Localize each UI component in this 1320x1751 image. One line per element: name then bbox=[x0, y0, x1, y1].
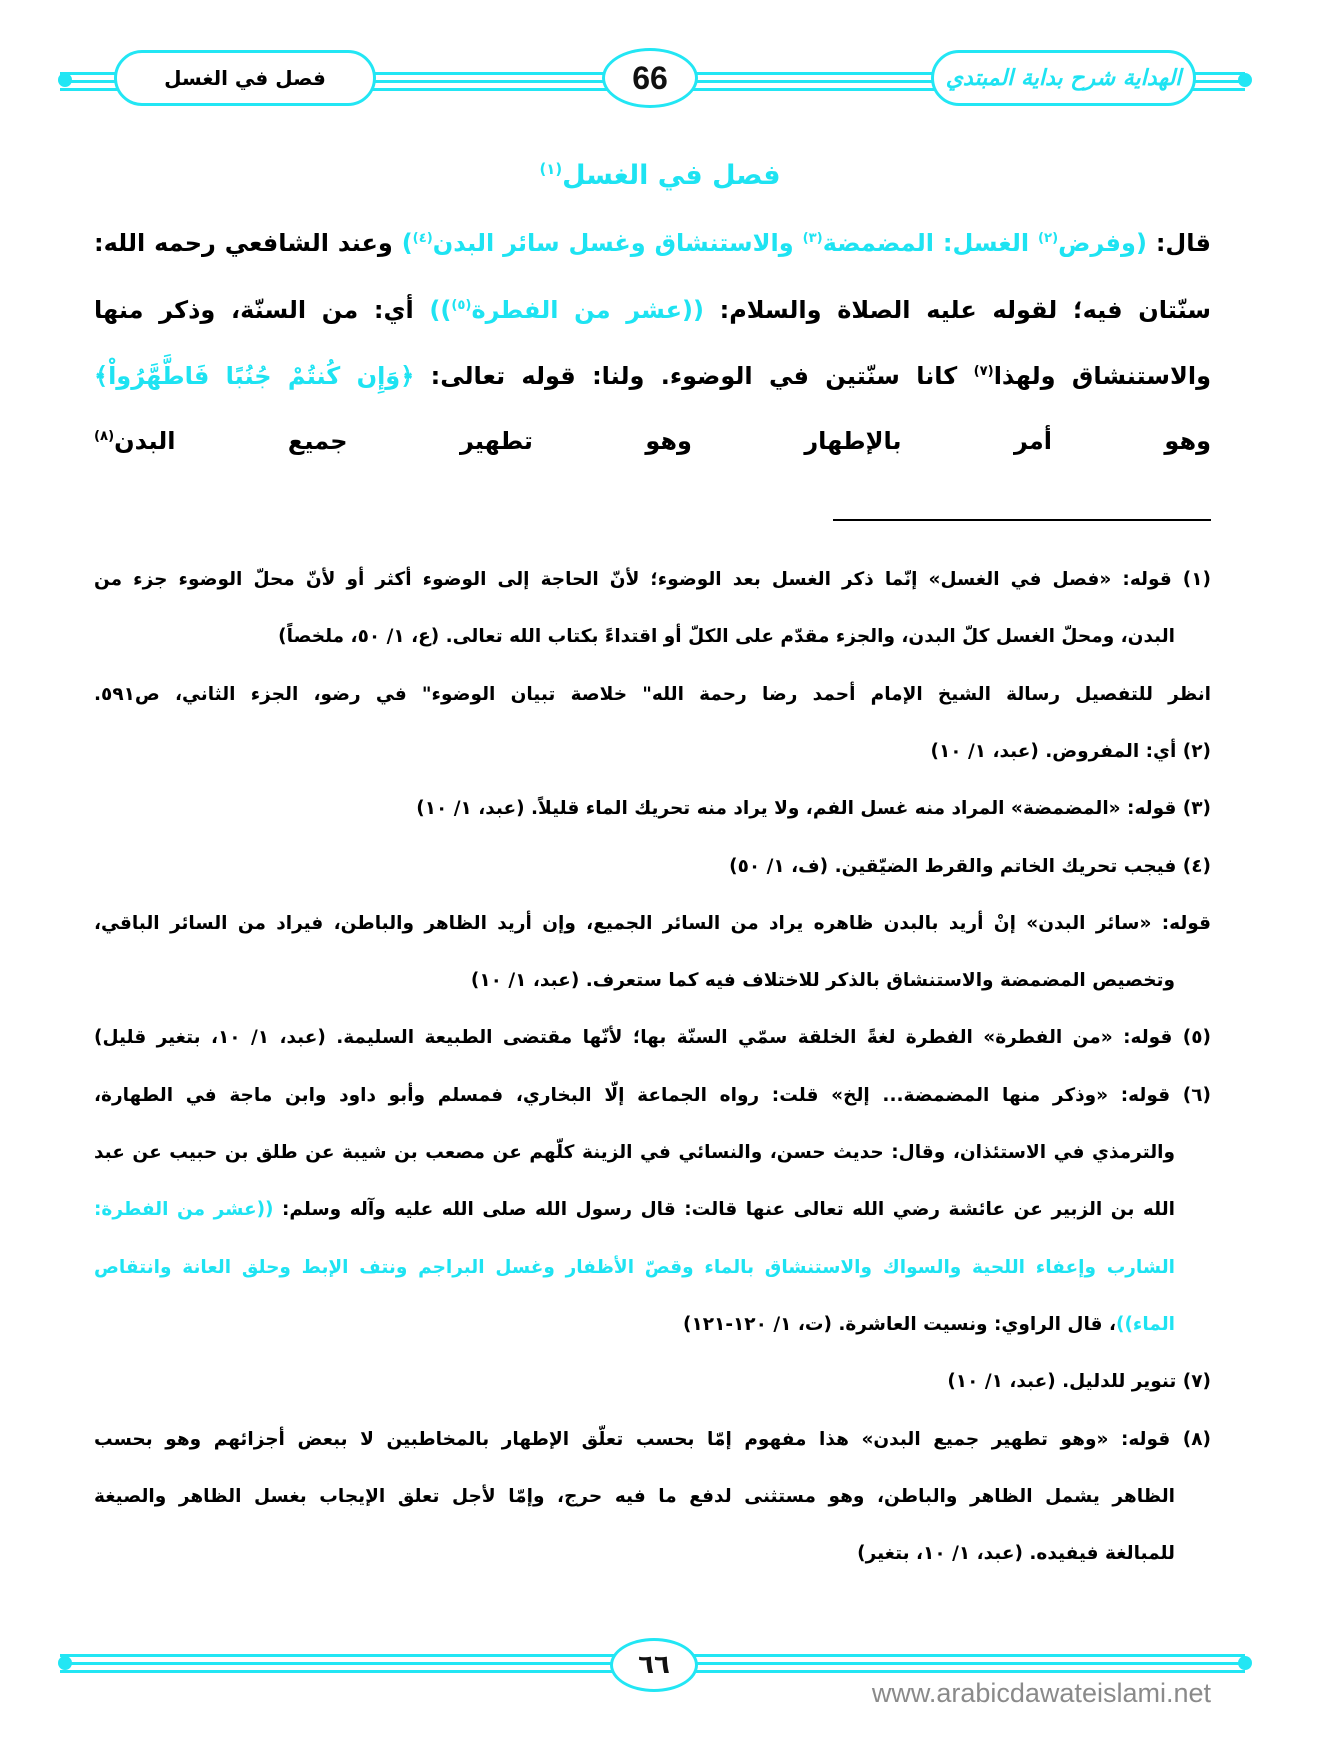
footnote-reference: (٣) bbox=[802, 231, 823, 246]
text-segment: (٨) قوله: «وهو تطهير جميع البدن» هذا مفهوم إمّا بحسب تعلّق الإطهار بالمخاطبين لا ببعض أجزائهم وهو بحسب bbox=[94, 1428, 1211, 1450]
text-segment: أي: من السنّة، وذكر منها bbox=[94, 296, 414, 324]
text-segment: (٣) قوله: «المضمضة» المراد منه غسل الفم، ولا يراد منه تحريك الماء قليلاً. (عبد، ١/ ١٠) bbox=[416, 798, 1211, 820]
highlighted-text: ﴿وَإِن كُنتُمْ جُنُبًا فَاطَّهَّرُواْ﴾ bbox=[94, 362, 415, 390]
chapter-title-footnote-ref: (١) bbox=[539, 160, 563, 178]
footer-page-number-oval bbox=[610, 1638, 698, 1692]
header-book-title: الهداية شرح بداية المبتدي bbox=[945, 65, 1182, 91]
highlighted-text: ((عشر من الفطرة: bbox=[94, 1199, 274, 1221]
footnote-line bbox=[94, 1359, 1211, 1405]
footnote-reference: (٢) bbox=[1037, 231, 1059, 246]
highlighted-text: ((عشر من الفطرة bbox=[471, 296, 704, 324]
text-segment: (٧) تنوير للدليل. (عبد، ١/ ١٠) bbox=[947, 1371, 1211, 1393]
main-text-line bbox=[94, 418, 1211, 464]
text-segment: الظاهر يشمل الظاهر والباطن، وهو مستثنى لدفع ما فيه حرج، وإمّا لأجل تعلق الإيجاب بغسل الظاهر والصيغة bbox=[94, 1485, 1175, 1507]
header-section-title: فصل في الغسل bbox=[164, 66, 326, 90]
text-segment: كانا سنّتين في الوضوء. ولنا: قوله تعالى: bbox=[414, 362, 974, 390]
text-segment: (٦) قوله: «وذكر منها المضمضة... إلخ» قلت: رواه الجماعة إلّا البخاري، فمسلم وأبو داود وابن ماجة في الطهارة، bbox=[94, 1084, 1211, 1106]
main-text-line bbox=[94, 220, 1211, 266]
chapter-title bbox=[0, 160, 1320, 191]
text-segment: (٥) قوله: «من الفطرة» الفطرة لغةً الخلقة سمّي السنّة بها؛ لأنّها مقتضى الطبيعة السليمة. (عبد، ١/ ١٠، بتغير قليل) bbox=[94, 1027, 1211, 1049]
highlighted-text: الماء)) bbox=[1115, 1313, 1175, 1335]
footnote-line bbox=[94, 1073, 1211, 1119]
main-text-line bbox=[94, 287, 1211, 333]
footnote-line bbox=[94, 958, 1175, 1004]
text-segment: ، قال الراوي: ونسيت العاشرة. (ت، ١/ ١٢٠-١٢١) bbox=[682, 1313, 1116, 1335]
highlighted-text: الشارب وإعفاء اللحية والسواك والاستنشاق بالماء وقصّ الأظفار وغسل البراجم ونتف الإبط وحلق العانة وانتقاص bbox=[94, 1256, 1175, 1278]
footnote-line bbox=[94, 1187, 1175, 1233]
page-number-oval bbox=[602, 48, 698, 108]
text-segment: البدن، ومحلّ الغسل كلّ البدن، والجزء مقدّم على الكلّ أو اقتداءً بكتاب الله تعالى. (ع، ١/ ٥٠، ملخصاً) bbox=[278, 626, 1175, 648]
footnote-reference: (٥) bbox=[451, 298, 472, 313]
footer-page-number: ٦٦ bbox=[638, 1650, 670, 1680]
website-url[interactable]: www.arabicdawateislami.net bbox=[871, 1678, 1211, 1708]
footnote-line bbox=[94, 844, 1211, 890]
footnote-line bbox=[94, 672, 1211, 718]
footnote-line bbox=[94, 1531, 1175, 1577]
text-segment: وهو أمر بالإطهار وهو تطهير جميع البدن bbox=[114, 427, 1211, 455]
footnote-line bbox=[94, 729, 1211, 775]
main-text-line bbox=[94, 353, 1211, 399]
text-segment: (٢) أي: المفروض. (عبد، ١/ ١٠) bbox=[930, 740, 1211, 762]
text-segment: انظر للتفصيل رسالة الشيخ الإمام أحمد رضا رحمة الله" خلاصة تبيان الوضوء" في رضو، الجزء الثاني، ص٥٩١. bbox=[94, 683, 1211, 705]
highlighted-text: الغسل: المضمضة bbox=[822, 229, 1038, 257]
highlighted-text: ) bbox=[401, 229, 413, 257]
footnote-line bbox=[94, 1015, 1211, 1061]
text-segment: والترمذي في الاستئذان، وقال: حديث حسن، والنسائي في الزينة كلّهم عن مصعب بن شيبة عن طلق بن حبيب عن عبد bbox=[94, 1142, 1175, 1163]
footnote-line bbox=[94, 786, 1211, 832]
footnote-line bbox=[94, 1474, 1175, 1520]
text-segment: وعند الشافعي رحمه الله: bbox=[94, 229, 393, 257]
text-segment: (٤) فيجب تحريك الخاتم والقرط الضيّقين. (ف، ١/ ٥٠) bbox=[729, 855, 1211, 877]
highlighted-text: والاستنشاق وغسل سائر البدن bbox=[432, 229, 803, 257]
text-segment: للمبالغة فيفيده. (عبد، ١/ ١٠، بتغير) bbox=[857, 1543, 1175, 1565]
text-segment: قال: bbox=[1146, 229, 1211, 257]
highlighted-text: )) bbox=[429, 296, 452, 324]
footnote-reference: (٧) bbox=[973, 364, 994, 379]
chapter-title-text: فصل في الغسل bbox=[562, 160, 781, 191]
footnote-reference: (٨) bbox=[94, 429, 115, 444]
text-segment: الله بن الزبير عن عائشة رضي الله تعالى عنها قالت: قال رسول الله صلى الله عليه وآله وسلم: bbox=[273, 1199, 1175, 1221]
footnote-reference: (٤) bbox=[412, 231, 433, 246]
footnote-line bbox=[94, 1302, 1175, 1348]
text-segment: والاستنشاق ولهذا bbox=[993, 362, 1211, 390]
footnote-line bbox=[94, 1130, 1175, 1176]
footnote-line bbox=[94, 557, 1211, 603]
footnote-line bbox=[94, 901, 1211, 947]
footnote-line bbox=[94, 614, 1175, 660]
section-title-cartouche bbox=[114, 50, 376, 106]
text-segment: (١) قوله: «فصل في الغسل» إنّما ذكر الغسل بعد الوضوء؛ لأنّ الحاجة إلى الوضوء أكثر أو لأنّ محلّ الوضوء جزء من bbox=[94, 569, 1211, 590]
header-page-number: 66 bbox=[632, 59, 668, 96]
footnote-line bbox=[94, 1245, 1175, 1291]
text-segment: قوله: «سائر البدن» إنْ أريد بالبدن ظاهره يراد من السائر الجميع، وإن أريد الظاهر والباطن، فيراد من السائر الباقي، bbox=[94, 912, 1211, 934]
footnote-line bbox=[94, 1417, 1211, 1463]
highlighted-text: (وفرض bbox=[1058, 229, 1147, 257]
book-title-cartouche bbox=[931, 50, 1196, 106]
text-segment: سنّتان فيه؛ لقوله عليه الصلاة والسلام: bbox=[703, 296, 1211, 324]
text-segment: وتخصيص المضمضة والاستنشاق بالذكر للاختلاف فيه كما ستعرف. (عبد، ١/ ١٠) bbox=[470, 970, 1175, 992]
footnote-separator bbox=[833, 519, 1211, 521]
